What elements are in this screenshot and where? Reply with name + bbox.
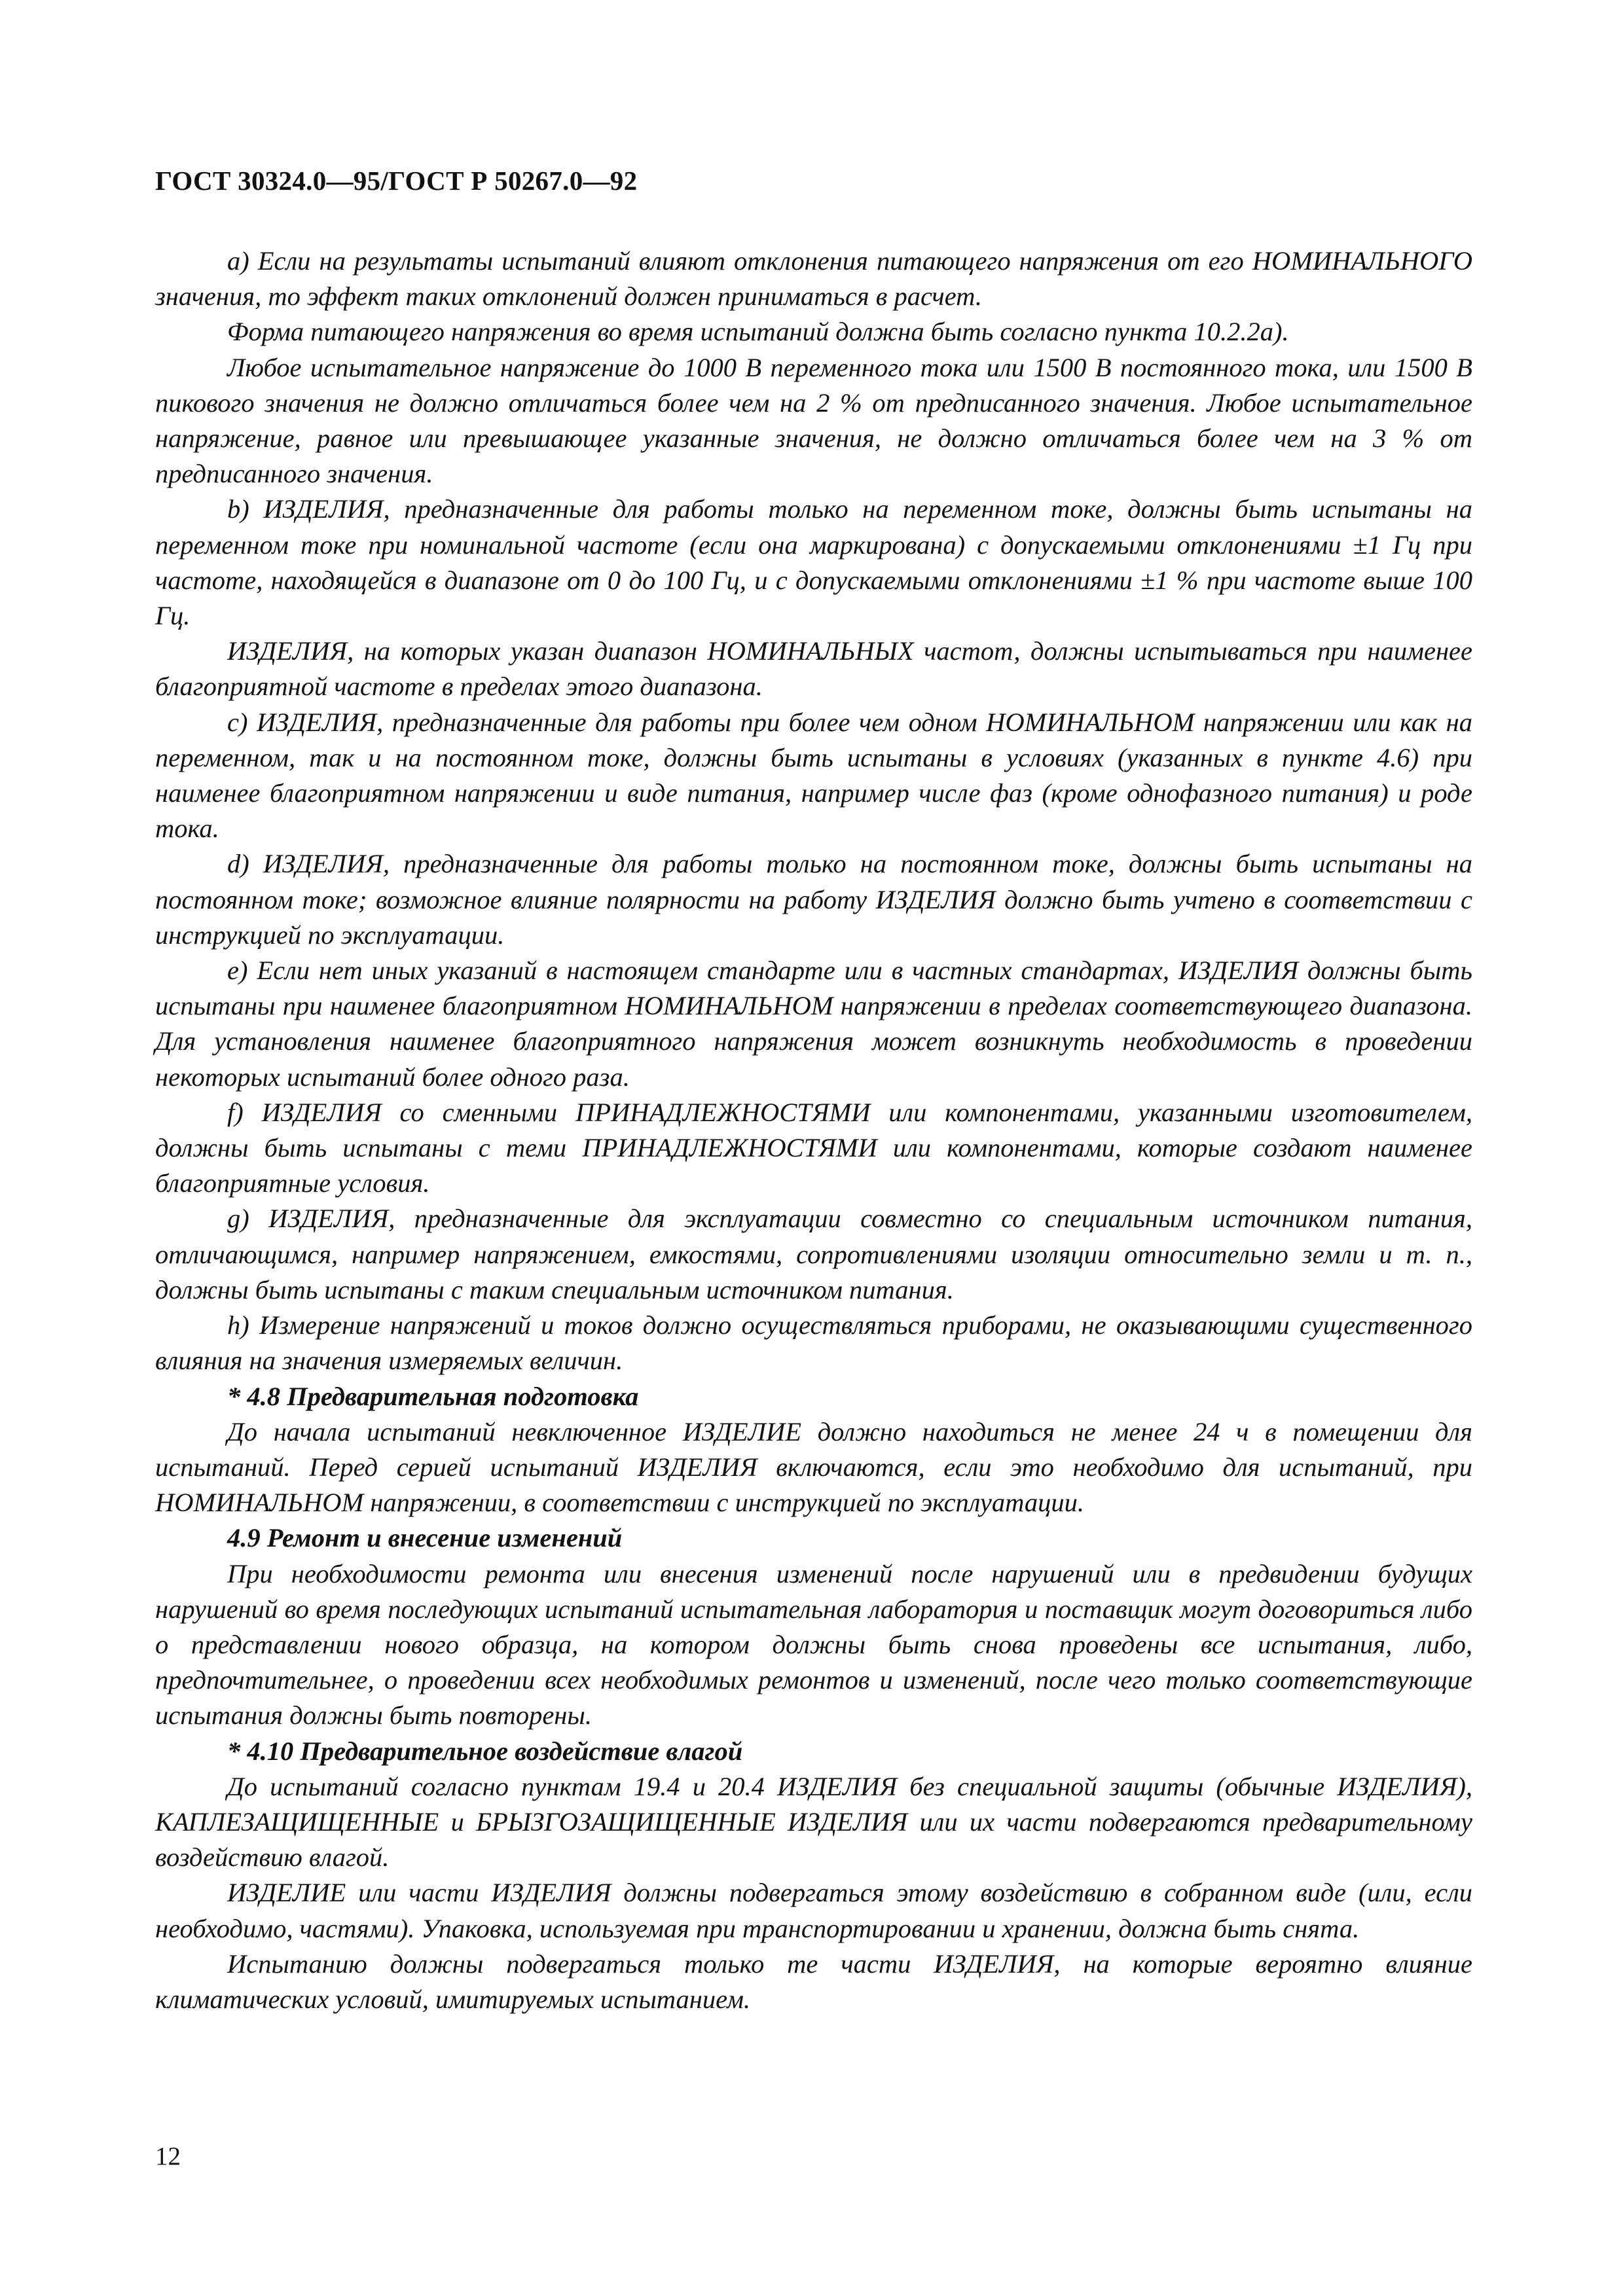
paragraph-d: d) ИЗДЕЛИЯ, предназначенные для работы только на постоянном токе, должны быть испытаны на постоянном токе; возможное влияние полярности на работу ИЗДЕЛИЯ должно быть учтено в соответствии с инструкцией по эксплуатации. [155,849,1472,950]
paragraph-c: c) ИЗДЕЛИЯ, предназначенные для работы при более чем одном НОМИНАЛЬНОМ напряжении или как на переменном, так и на постоянном токе, должны быть испытаны в условиях (указанных в пункте 4.6) при наименее благоприятном напряжении и виде питания, например числе фаз (кроме однофазного питания) и роде тока. [155,707,1472,844]
paragraph-h: h) Измерение напряжений и токов должно осуществляться приборами, не оказывающими существенного влияния на значения измеряемых величин. [155,1310,1472,1376]
paragraph-4-9: При необходимости ремонта или внесения изменений после нарушений или в предвидении будущих нарушений во время последующих испытаний испытательная лаборатория и поставщик могут договориться либо о представлении нового образца, на котором должны быть снова проведены все испытания, либо, предпочтительнее, о проведении всех необходимых ремонтов и изменений, после чего только соответствующие испытания должны быть повторены. [155,1558,1472,1731]
paragraph-a: а) Если на результаты испытаний влияют отклонения питающего напряжения от его НОМИНАЛЬНОГО значения, то эффект таких отклонений должен приниматься в расчет. [155,246,1472,312]
document-body [155,243,1472,2017]
paragraph-g: g) ИЗДЕЛИЯ, предназначенные для эксплуатации совместно со специальным источником питания, отличающимся, например напряжением, емкостями, сопротивлениями изоляции относительно земли и т. п., должны быть испытаны с таким специальным источником питания. [155,1204,1472,1304]
paragraph-f: f) ИЗДЕЛИЯ со сменными ПРИНАДЛЕЖНОСТЯМИ или компонентами, указанными изготовителем, должны быть испытаны с теми ПРИНАДЛЕЖНОСТЯМИ или компонентами, которые создают наименее благоприятные условия. [155,1097,1472,1198]
section-heading-4-10: * 4.10 Предварительное воздействие влагой [227,1736,743,1766]
paragraph-tolerance: Любое испытательное напряжение до 1000 В переменного тока или 1500 В постоянного тока, или 1500 В пикового значения не должно отличаться более чем на 2 % от предписанного значения. Любое испытательное напряжение, равное или превышающее указанные значения, не должно отличаться более чем на 3 % от предписанного значения. [155,352,1472,489]
paragraph-waveform: Форма питающего напряжения во время испытаний должна быть согласно пункта 10.2.2а). [227,317,1289,347]
paragraph-frequency-range: ИЗДЕЛИЯ, на которых указан диапазон НОМИНАЛЬНЫХ частот, должны испытываться при наименее благоприятной частоте в пределах этого диапазона. [155,636,1472,702]
paragraph-4-8: До начала испытаний невключенное ИЗДЕЛИЕ должно находиться не менее 24 ч в помещении для испытаний. Перед серией испытаний ИЗДЕЛИЯ включаются, если это необходимо для испытаний, при НОМИНАЛЬНОМ напряжении, в соответствии с инструкцией по эксплуатации. [155,1416,1472,1518]
paragraph-4-10-c: Испытанию должны подвергаться только те части ИЗДЕЛИЯ, на которые вероятно влияние климатических условий, имитируемых испытанием. [155,1948,1472,2014]
page-number: 12 [155,2142,181,2170]
paragraph-b: b) ИЗДЕЛИЯ, предназначенные для работы только на переменном токе, должны быть испытаны на переменном токе при номинальной частоте (если она маркирована) с допускаемыми отклонениями ±1 Гц при частоте, находящейся в диапазоне от 0 до 100 Гц, и с допускаемыми отклонениями ±1 % при частоте выше 100 Гц. [155,494,1472,631]
document-header: ГОСТ 30324.0—95/ГОСТ Р 50267.0—92 [155,166,638,196]
paragraph-4-10-b: ИЗДЕЛИЕ или части ИЗДЕЛИЯ должны подвергаться этому воздействию в собранном виде (или, если необходимо, частями). Упаковка, используемая при транспортировании и хранении, должна быть снята. [155,1878,1472,1943]
paragraph-e: e) Если нет иных указаний в настоящем стандарте или в частных стандартах, ИЗДЕЛИЯ должны быть испытаны при наименее благоприятном НОМИНАЛЬНОМ напряжении в пределах соответствующего диапазона. Для установления наименее благоприятного напряжения может возникнуть необходимость в проведении некоторых испытаний более одного раза. [155,956,1472,1092]
section-heading-4-8: * 4.8 Предварительная подготовка [227,1381,639,1411]
paragraph-4-10-a: До испытаний согласно пунктам 19.4 и 20.4 ИЗДЕЛИЯ без специальной защиты (обычные ИЗДЕЛИЯ), КАПЛЕЗАЩИЩЕННЫЕ и БРЫЗГОЗАЩИЩЕННЫЕ ИЗДЕЛИЯ или их части подвергаются предварительному воздействию влагой. [155,1771,1472,1873]
section-heading-4-9: 4.9 Ремонт и внесение изменений [227,1523,623,1553]
